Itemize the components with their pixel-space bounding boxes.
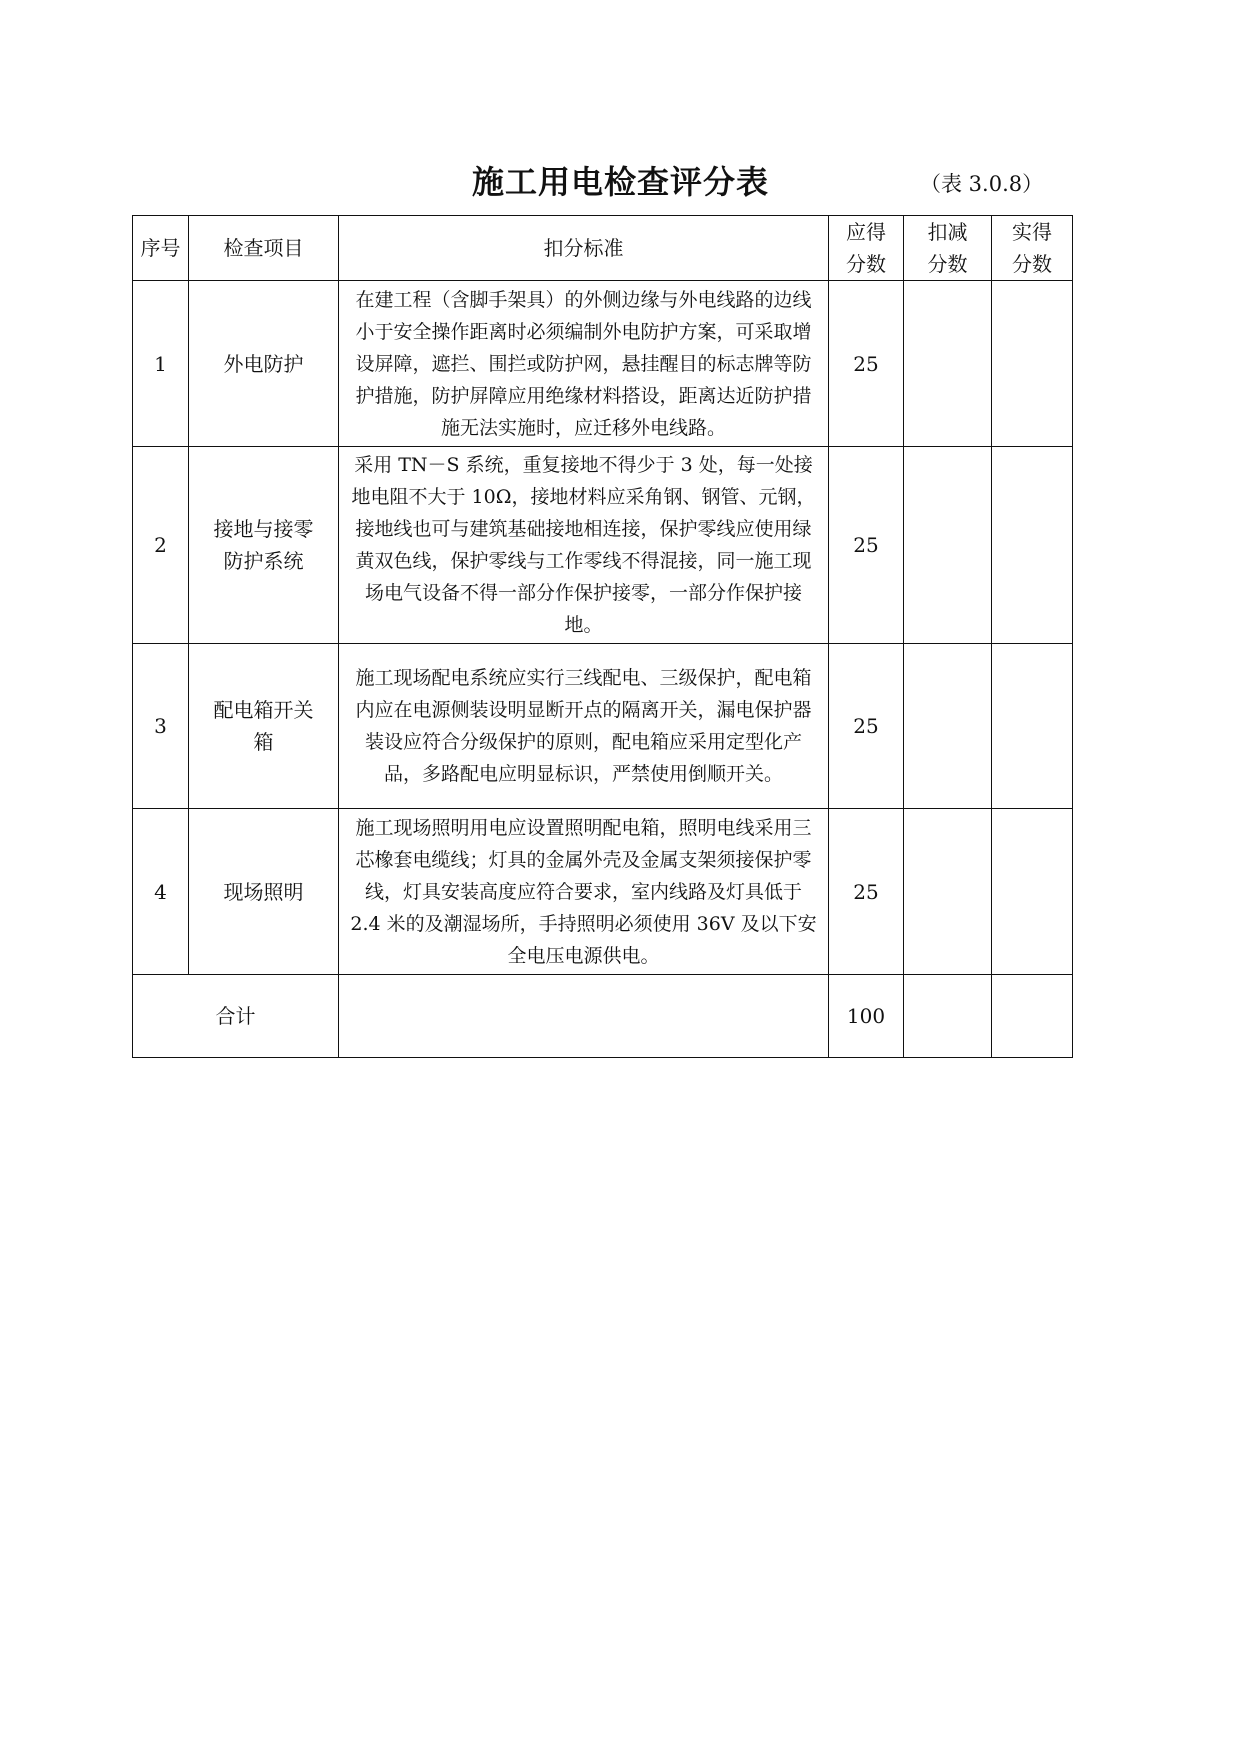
row-full-score: 25	[829, 644, 904, 809]
row-criteria: 施工现场配电系统应实行三线配电、三级保护，配电箱内应在电源侧装设明显断开点的隔离开关，漏电保护器装设应符合分级保护的原则，配电箱应采用定型化产品，多路配电应明显标识，严禁使用倒顺开关。	[339, 644, 829, 809]
page-title: 施工用电检查评分表	[471, 163, 769, 201]
row-item: 配电箱开关箱	[189, 644, 339, 809]
row-deduction[interactable]	[904, 809, 992, 975]
total-deduction[interactable]	[904, 975, 992, 1058]
row-full-score: 25	[829, 447, 904, 644]
row-seq: 3	[133, 644, 189, 809]
row-actual[interactable]	[992, 447, 1073, 644]
score-table	[132, 215, 1073, 1058]
row-criteria: 在建工程（含脚手架具）的外侧边缘与外电线路的边线小于安全操作距离时必须编制外电防护方案，可采取增设屏障，遮拦、围拦或防护网，悬挂醒目的标志牌等防护措施，防护屏障应用绝缘材料搭设，距离达近防护措施无法实施时，应迁移外电线路。	[339, 281, 829, 447]
row-item: 现场照明	[189, 809, 339, 975]
row-full-score: 25	[829, 281, 904, 447]
table-row	[133, 447, 1073, 644]
total-row	[133, 975, 1073, 1058]
header-seq: 序号	[133, 216, 189, 281]
header-actual: 实得分数	[992, 216, 1073, 281]
header-item: 检查项目	[189, 216, 339, 281]
total-label: 合计	[133, 975, 339, 1058]
row-seq: 2	[133, 447, 189, 644]
total-full-score: 100	[829, 975, 904, 1058]
row-seq: 1	[133, 281, 189, 447]
table-row	[133, 281, 1073, 447]
total-actual[interactable]	[992, 975, 1073, 1058]
row-actual[interactable]	[992, 809, 1073, 975]
header-criteria: 扣分标准	[339, 216, 829, 281]
row-criteria: 采用 TN－S 系统，重复接地不得少于 3 处，每一处接地电阻不大于 10Ω，接地材料应采角钢、钢管、元钢，接地线也可与建筑基础接地相连接，保护零线应使用绿黄双色线，保护零线与工作零线不得混接，同一施工现场电气设备不得一部分作保护接零，一部分作保护接地。	[339, 447, 829, 644]
row-actual[interactable]	[992, 281, 1073, 447]
row-deduction[interactable]	[904, 281, 992, 447]
header-full-score: 应得分数	[829, 216, 904, 281]
row-full-score: 25	[829, 809, 904, 975]
row-criteria: 施工现场照明用电应设置照明配电箱，照明电线采用三芯橡套电缆线；灯具的金属外壳及金属支架须接保护零线，灯具安装高度应符合要求，室内线路及灯具低于 2.4 米的及潮湿场所，手持照明必须使用 36V 及以下安全电压电源供电。	[339, 809, 829, 975]
row-deduction[interactable]	[904, 447, 992, 644]
table-row	[133, 644, 1073, 809]
row-item: 接地与接零防护系统	[189, 447, 339, 644]
row-item: 外电防护	[189, 281, 339, 447]
header-row	[133, 216, 1073, 281]
row-seq: 4	[133, 809, 189, 975]
table-row	[133, 809, 1073, 975]
total-criteria	[339, 975, 829, 1058]
row-deduction[interactable]	[904, 644, 992, 809]
header-deduction: 扣减分数	[904, 216, 992, 281]
row-actual[interactable]	[992, 644, 1073, 809]
table-number: （表 3.0.8）	[920, 172, 1044, 196]
